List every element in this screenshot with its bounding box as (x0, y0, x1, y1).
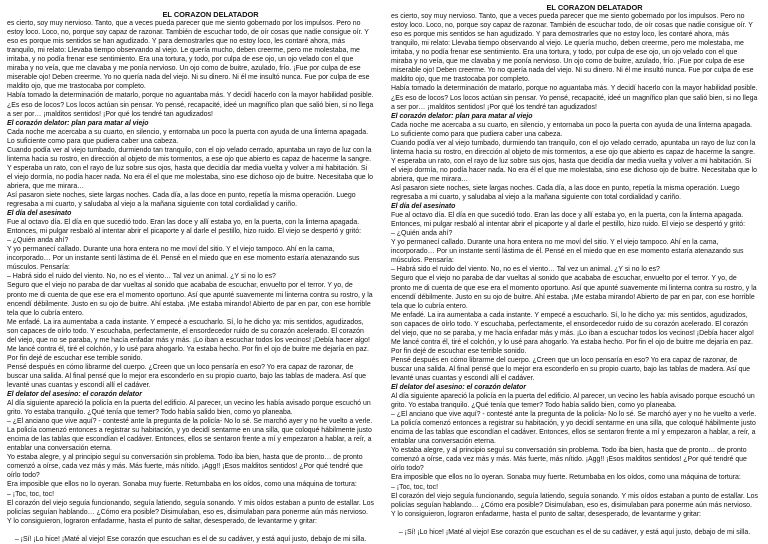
paragraph: Me enfadé. La ira aumentaba a cada instante. Y empecé a escucharlo. Sí, lo he dicho ya: mis sentidos, agudizados, son capaces de oírlo todo. Y escuchaba, perfectamente, el ensordecedor ruido de su corazón acelerado. El corazón del viejo, que no se paraba, y me hacía enfadar más y más. ¡Lo iban a escuchar todos los vecinos! ¡Debía hacer algo! (391, 311, 754, 337)
paragraph: – ¿El anciano que vive aquí? - contesté ante la pregunta de la policía- No lo sé. Se marchó ayer y no he vuelto a verle. (391, 411, 757, 419)
section-heading: El día del asesinato (391, 203, 456, 211)
section-heading: El corazón delator: plan para matar al viejo (391, 112, 533, 120)
paragraph: Al día siguiente apareció la policía en la puerta del edificio. Al parecer, un vecino les había avisado porque escuchó un grito. Yo estaba tranquilo. ¿Qué tenía que temer? Todo había salido bien, como yo planeaba. (7, 400, 371, 417)
paragraph: Así pasaron siete noches, siete largas noches. Cada día, a las doce en punto, repetía la misma operación. Luego regresaba a mi cuarto, y saludaba al viejo a la mañana siguiente con total cordialidad y cariño. (7, 191, 356, 209)
paragraph: Al día siguiente apareció la policía en la puerta del edificio. Al parecer, un vecino les había avisado porque escuchó un grito. Yo estaba tranquilo. ¿Qué tenía que temer? Todo había salido bien, como yo planeaba. (391, 393, 755, 410)
paragraph: Cuando podía ver al viejo tumbado, durmiendo tan tranquilo, con el ojo velado cerrado, apuntaba un rayo de luz con la linterna hacia su rostro, en dirección al objeto de mis tormentos, a ese ojo que abierto es capaz de hacerme la sangre. Y esperaba un rato, con el rayo de luz sobre sus ojos, hasta que decidía dar media vuelta y volver a mi habitación. Si el viejo dormía, no podía hacer nada. No era él el que me molestaba, sino ese dichoso ojo de buitre. Necesitaba que lo abriera, que me mirara… (7, 146, 373, 190)
closing-line: – ¡Sí! ¡Lo hice! ¡Maté al viejo! Ese corazón que escuchan es el de su cadáver, y está aquí justo, debajo de mi silla. (14, 535, 367, 543)
paragraph: Así pasaron siete noches, siete largas noches. Cada día, a las doce en punto, repetía la misma operación. Luego regresaba a mi cuarto, y saludaba al viejo a la mañana siguiente con total cordialidad y cariño. (391, 184, 740, 202)
paragraph: Yo estaba alegre, y al principio seguí su conversación sin problema. Todo iba bien, hasta que de pronto… de pronto comenzó a oírse, cada vez más y más. Más fuerte, más nítido. ¡Agg!! ¡Esos malditos sentidos! ¿Por qué tendré que oírlo todo? (391, 447, 747, 473)
document-body (7, 19, 374, 544)
paragraph: Seguro que el viejo no paraba de dar vueltas al sonido que acababa de escuchar, envuelto por el terror. Y yo, de pronto me di cuenta de que ese era el momento oportuno. Así que apunté suavemente mi linterna contra su rostro, y la encendí débilmente. Justo en su ojo de buitre. Ahí estaba. ¡Me estaba mirando! Abierto de par en par, con ese horrible tela que lo cubría entero. (7, 282, 373, 317)
section-heading: El delator del asesino: el corazón delator (7, 391, 142, 399)
paragraph: Cada noche me acercaba a su cuarto, en silencio, y entornaba un poco la puerta con ayuda de una linterna apagada. Lo suficiente como para que pudiera caber una cabeza. (391, 121, 753, 138)
closing-line: – ¡Sí! ¡Lo hice! ¡Maté al viejo! Ese corazón que escuchan es el de su cadáver, y está aquí justo, debajo de mi silla. (398, 528, 751, 536)
document-title: EL CORAZON DELATADOR (162, 10, 259, 19)
paragraph: – ¡Toc, toc, toc! (391, 483, 439, 491)
paragraph: Cuando podía ver al viejo tumbado, durmiendo tan tranquilo, con el ojo velado cerrado, apuntaba un rayo de luz con la linterna hacia su rostro, en dirección al objeto de mis tormentos, a ese ojo que abierto es capaz de hacerme la sangre. Y esperaba un rato, con el rayo de luz sobre sus ojos, hasta que decidía dar media vuelta y volver a mi habitación. Si el viejo dormía, no podía hacer nada. No era él el que me molestaba, sino ese dichoso ojo de buitre. Necesitaba que lo abriera, que me mirara… (391, 139, 757, 183)
paragraph: La policía comenzó entonces a registrar su habitación, y yo decidí sentarme en una silla, que coloqué hábilmente justo encima de las tablas que escondían el cadáver. Entonces, ellos se sentaron frente a mí y empezaron a hablar, a reír, a entablar una conversación eterna. (391, 420, 756, 446)
paragraph: – ¿El anciano que vive aquí? - contesté ante la pregunta de la policía- No lo sé. Se marchó ayer y no he vuelto a verle. (7, 418, 373, 426)
left-column (7, 10, 374, 543)
paragraph: Fue al octavo día. El día en que sucedió todo. Eran las doce y allí estaba yo, en la puerta, con la linterna apagada. Entonces, mi pulgar resbaló al intentar abrir el picaporte y al darle el pestillo, hizo ruido. El viejo se despertó y gritó: (7, 219, 361, 236)
section-heading: El día del asesinato (7, 210, 72, 218)
paragraph: – ¡Toc, toc, toc! (7, 490, 55, 498)
paragraph: Había tomado la determinación de matarlo, porque no aguantaba más. Y decidí hacerlo con la mayor habilidad posible. ¿Es eso de locos? Los locos actúan sin pensar. Yo pensé, recapacité, ideé un magnífico plan que salió bien, si no llega a ser por… ¡malditos sentidos! ¡Por qué los tendré tan agudizados! (391, 85, 758, 111)
document-title: EL CORAZON DELATADOR (546, 3, 643, 12)
paragraph: Fue al octavo día. El día en que sucedió todo. Eran las doce y allí estaba yo, en la puerta, con la linterna apagada. Entonces, mi pulgar resbaló al intentar abrir el picaporte y al darle el pestillo, hizo ruido. El viejo se despertó y gritó: (391, 212, 745, 229)
paragraph: – ¿Quién anda ahí? (7, 237, 69, 245)
paragraph: Pensé después en cómo librarme del cuerpo. ¿Creen que un loco pensaría en eso? Yo era capaz de razonar, de buscar una salida. Al final pensé que lo mejor era esconderlo en su propio cuarto, bajo las tablas de madera. Así que levanté unas cuantas y escondí allí el cadáver. (7, 363, 367, 389)
paragraph: Yo estaba alegre, y al principio seguí su conversación sin problema. Todo iba bien, hasta que de pronto… de pronto comenzó a oírse, cada vez más y más. Más fuerte, más nítido. ¡Agg!! ¡Esos malditos sentidos! ¿Por qué tendré que oírlo todo? (7, 454, 363, 480)
paragraph: Seguro que el viejo no paraba de dar vueltas al sonido que acababa de escuchar, envuelto por el terror. Y yo, de pronto me di cuenta de que ese era el momento oportuno. Así que apunté suavemente mi linterna contra su rostro, y la encendí débilmente. Justo en su ojo de buitre. Ahí estaba. ¡Me estaba mirando! Abierto de par en par, con ese horrible tela que lo cubría entero. (391, 275, 757, 310)
paragraph: Me lancé contra él, tiré el colchón, y lo usé para ahogarlo. Ya estaba hecho. Por fin el ojo de buitre me dejaría en paz. Por fin dejé de escuchar ese terrible sonido. (391, 338, 753, 355)
paragraph: Me enfadé. La ira aumentaba a cada instante. Y empecé a escucharlo. Sí, lo he dicho ya: mis sentidos, agudizados, son capaces de oírlo todo. Y escuchaba, perfectamente, el ensordecedor ruido de su corazón acelerado. El corazón del viejo, que no se paraba, y me hacía enfadar más y más. ¡Lo iban a escuchar todos los vecinos! ¡Debía hacer algo! (7, 318, 370, 344)
paragraph: Cada noche me acercaba a su cuarto, en silencio, y entornaba un poco la puerta con ayuda de una linterna apagada. Lo suficiente como para que pudiera caber una cabeza. (7, 128, 369, 145)
paragraph: es cierto, soy muy nervioso. Tanto, que a veces pueda parecer que me siento gobernado por los impulsos. Pero no estoy loco. Loco, no, porque soy capaz de razonar. También de escuchar todo, de oír cosas que nadie consigue oír. Y eso es porque mis sentidos se han agudizado. Y para demostrarles que no estoy loco, les contaré ahora, más tranquilo, mi relato: Llevaba tiempo observando al viejo. Le quería mucho, deben creerme, pero me molestaba, me irritaba, y no podía frenar ese sentimiento. Era una tortura, y todo, por culpa de ese ojo, un ojo velado con el que miraba y no veía, que me clavaba y me ponía nervioso. Un ojo como de buitre, azulado, frío. ¡Fue por culpa de ese miserable ojo! Deben creerme. Yo no quería nada del viejo. Ni su dinero. Ni él me insultó nunca. Fue por culpa de ese maldito ojo, que me trastocaba por completo. (7, 20, 370, 91)
section-heading: El delator del asesino: el corazón delator (391, 384, 526, 392)
paragraph: – ¿Quién anda ahí? (391, 230, 453, 238)
document-body (391, 12, 758, 537)
section-heading: El corazón delator: plan para matar al viejo (7, 119, 149, 127)
paragraph: Había tomado la determinación de matarlo, porque no aguantaba más. Y decidí hacerlo con la mayor habilidad posible. ¿Es eso de locos? Los locos actúan sin pensar. Yo pensé, recapacité, ideé un magnífico plan que salió bien, si no llega a ser por… ¡malditos sentidos! ¡Por qué los tendré tan agudizados! (7, 92, 374, 118)
paragraph: Era imposible que ellos no lo oyeran. Sonaba muy fuerte. Retumbaba en los oídos, como una máquina de tortura: (391, 474, 741, 482)
paragraph: La policía comenzó entonces a registrar su habitación, y yo decidí sentarme en una silla, que coloqué hábilmente justo encima de las tablas que escondían el cadáver. Entonces, ellos se sentaron frente a mí y empezaron a hablar, a reír, a entablar una conversación eterna. (7, 427, 372, 453)
paragraph: Y yo permanecí callado. Durante una hora entera no me moví del sitio. Y el viejo tampoco. Ahí en la cama, incorporado… Por un instante sentí lástima de él. Pensé en el miedo que en ese momento estaría atenazando sus músculos. Pensaría: (7, 246, 360, 272)
paragraph: Y yo permanecí callado. Durante una hora entera no me moví del sitio. Y el viejo tampoco. Ahí en la cama, incorporado… Por un instante sentí lástima de él. Pensé en el miedo que en ese momento estaría atenazando sus músculos. Pensaría: (391, 239, 744, 265)
paragraph: El corazón del viejo seguía funcionando, seguía latiendo, seguía sonando. Y mis oídos estaban a punto de estallar. Los policías seguían hablando… ¿Cómo era posible? Disimulaban, eso es, disimulaban para ponerme aún más nervioso. Y lo consiguieron, lograron enfadarme, hasta el punto de saltar, desesperado, de levantarme y gritar: (7, 499, 374, 525)
paragraph: – Habrá sido el ruido del viento. No, no es el viento… Tal vez un animal. ¿Y si no lo es? (7, 273, 276, 281)
paragraph: – Habrá sido el ruido del viento. No, no es el viento… Tal vez un animal. ¿Y si no lo es? (391, 266, 660, 274)
right-column (391, 3, 758, 538)
paragraph: El corazón del viejo seguía funcionando, seguía latiendo, seguía sonando. Y mis oídos estaban a punto de estallar. Los policías seguían hablando… ¿Cómo era posible? Disimulaban, eso es, disimulaban para ponerme aún más nervioso. Y lo consiguieron, lograron enfadarme, hasta el punto de saltar, desesperado, de levantarme y gritar: (391, 492, 758, 518)
paragraph: Era imposible que ellos no lo oyeran. Sonaba muy fuerte. Retumbaba en los oídos, como una máquina de tortura: (7, 481, 357, 489)
paragraph: Me lancé contra él, tiré el colchón, y lo usé para ahogarlo. Ya estaba hecho. Por fin el ojo de buitre me dejaría en paz. Por fin dejé de escuchar ese terrible sonido. (7, 345, 369, 362)
paragraph: es cierto, soy muy nervioso. Tanto, que a veces pueda parecer que me siento gobernado por los impulsos. Pero no estoy loco. Loco, no, porque soy capaz de razonar. También de escuchar todo, de oír cosas que nadie consigue oír. Y eso es porque mis sentidos se han agudizado. Y para demostrarles que no estoy loco, les contaré ahora, más tranquilo, mi relato: Llevaba tiempo observando al viejo. Le quería mucho, deben creerme, pero me molestaba, me irritaba, y no podía frenar ese sentimiento. Era una tortura, y todo, por culpa de ese ojo, un ojo velado con el que miraba y no veía, que me clavaba y me ponía nervioso. Un ojo como de buitre, azulado, frío. ¡Fue por culpa de ese miserable ojo! Deben creerme. Yo no quería nada del viejo. Ni su dinero. Ni él me insultó nunca. Fue por culpa de ese maldito ojo, que me trastocaba por completo. (391, 13, 754, 84)
paragraph: Pensé después en cómo librarme del cuerpo. ¿Creen que un loco pensaría en eso? Yo era capaz de razonar, de buscar una salida. Al final pensé que lo mejor era esconderlo en su propio cuarto, bajo las tablas de madera. Así que levanté unas cuantas y escondí allí el cadáver. (391, 356, 751, 382)
